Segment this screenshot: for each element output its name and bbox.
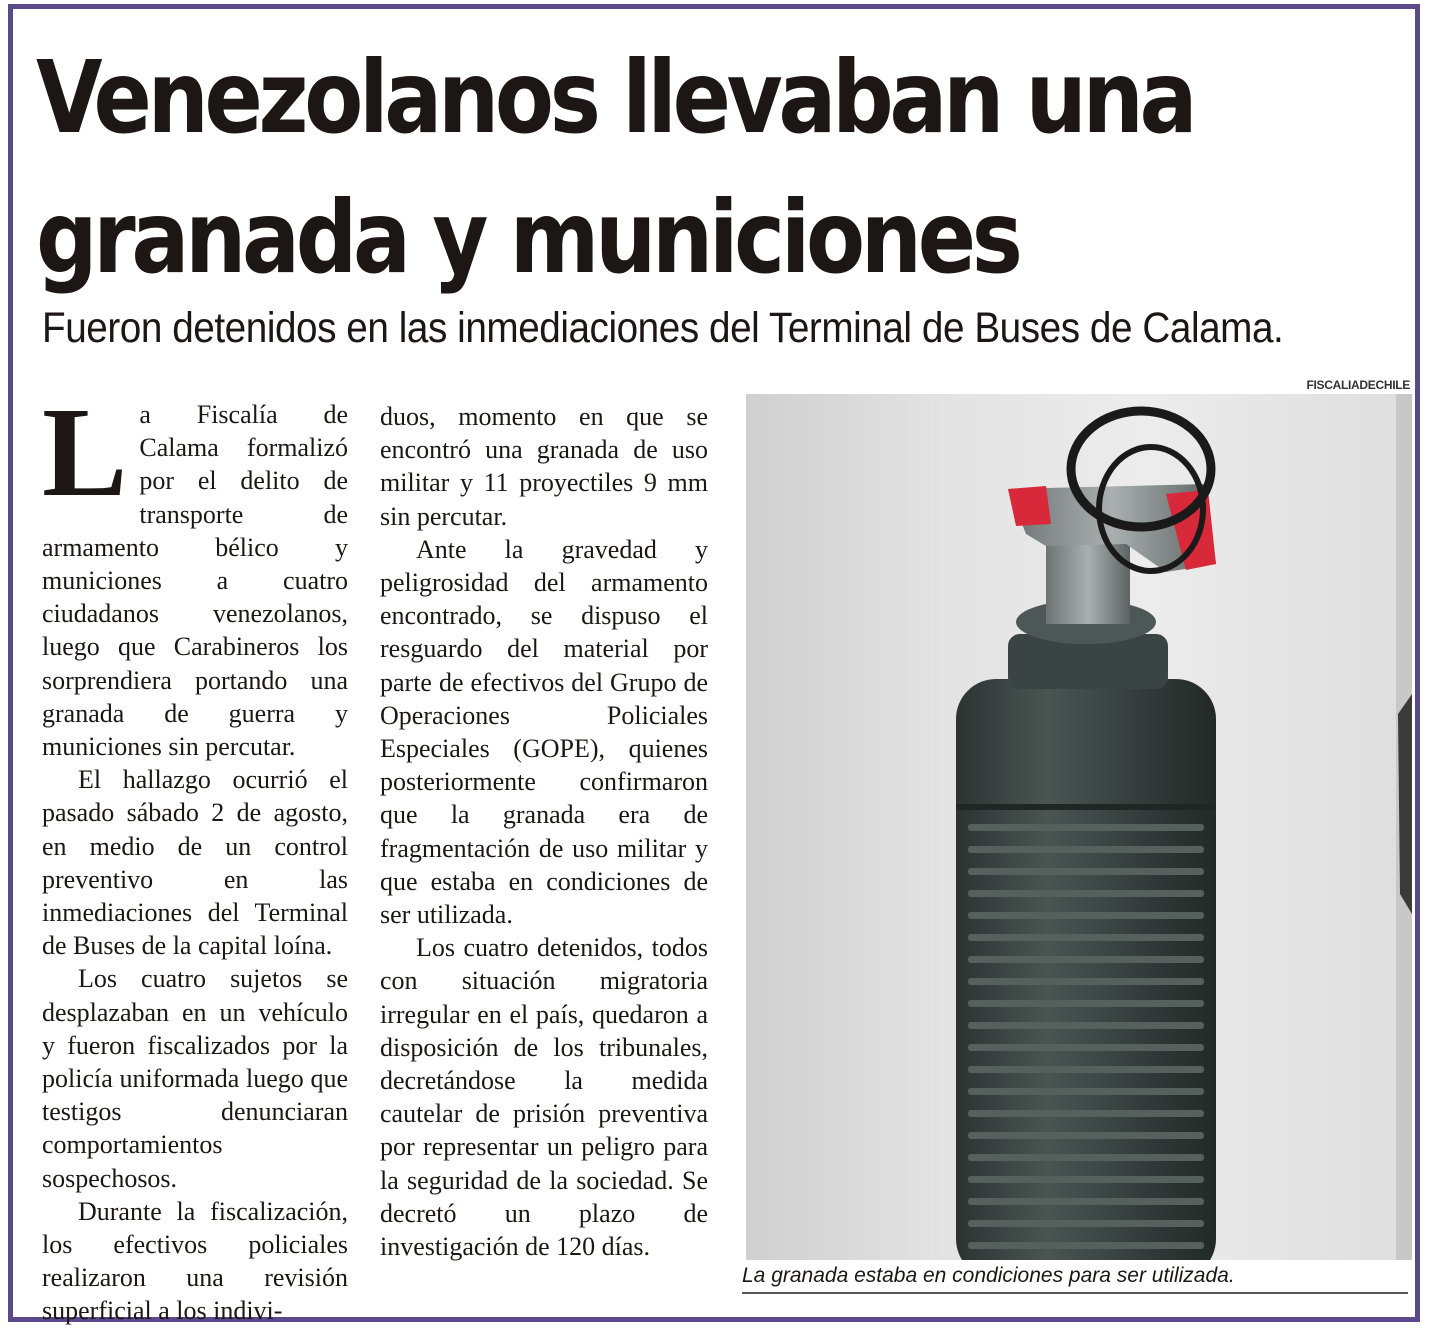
paragraph-6: Ante la gravedad y peligrosidad del armamento encontrado, se dispuso el resguardo del material por parte de efectivos del Grupo de Operaciones Policiales Especiales (GOPE), quienes posteriormente confirmaron que la granada era de fragmentación de uso militar y que estaba en condiciones de ser utilizada.	[380, 534, 708, 930]
article-column-1	[42, 381, 348, 1328]
headline-line-2: granada y municiones	[36, 179, 1019, 296]
grenade-icon	[746, 394, 1412, 1260]
paragraph-1	[42, 381, 348, 763]
paragraph-1-text: a Fiscalía de Calama formalizó por el delito de transporte de armamento bélico y municiones a cuatro ciudadanos venezolanos, luego que Carabineros los sorprendiera portando una granada de guerra y municiones sin percutar.	[42, 400, 348, 762]
caption-divider	[742, 1292, 1408, 1294]
headline-line-1: Venezolanos llevaban una	[36, 39, 1194, 156]
paragraph-3: Los cuatro sujetos se desplazaban en un vehículo y fueron fiscalizados por la policía uniformada luego que testigos denunciaran comportamientos sospechosos.	[42, 964, 348, 1193]
paragraph-7: Los cuatro detenidos, todos con situación migratoria irregular en el país, quedaron a disposición de los tribunales, decretándose la medida cautelar de prisión preventiva por representar un peligro para la seguridad de la sociedad. Se decretó un plazo de investigación de 120 días.	[380, 933, 708, 1262]
drop-cap: L	[42, 381, 128, 523]
subheadline: Fueron detenidos en las inmediaciones del Terminal de Buses de Calama.	[42, 304, 1284, 352]
paragraph-2: El hallazgo ocurrió el pasado sábado 2 de agosto, en medio de un control preventivo en las inmediaciones del Terminal de Buses de la capital loína.	[42, 765, 348, 961]
photo-caption: La granada estaba en condiciones para ser utilizada.	[742, 1264, 1235, 1287]
paragraph-4: Durante la fiscalización, los efectivos policiales realizaron una revisión superficial a los indivi-	[42, 1196, 348, 1326]
article-column-2	[380, 400, 708, 1263]
grenade-photo	[746, 394, 1412, 1260]
photo-credit: FISCALIADECHILE	[1306, 378, 1410, 392]
paragraph-5: duos, momento en que se encontró una granada de uso militar y 11 proyectiles 9 mm sin percutar.	[380, 402, 708, 531]
headline	[36, 28, 1214, 308]
